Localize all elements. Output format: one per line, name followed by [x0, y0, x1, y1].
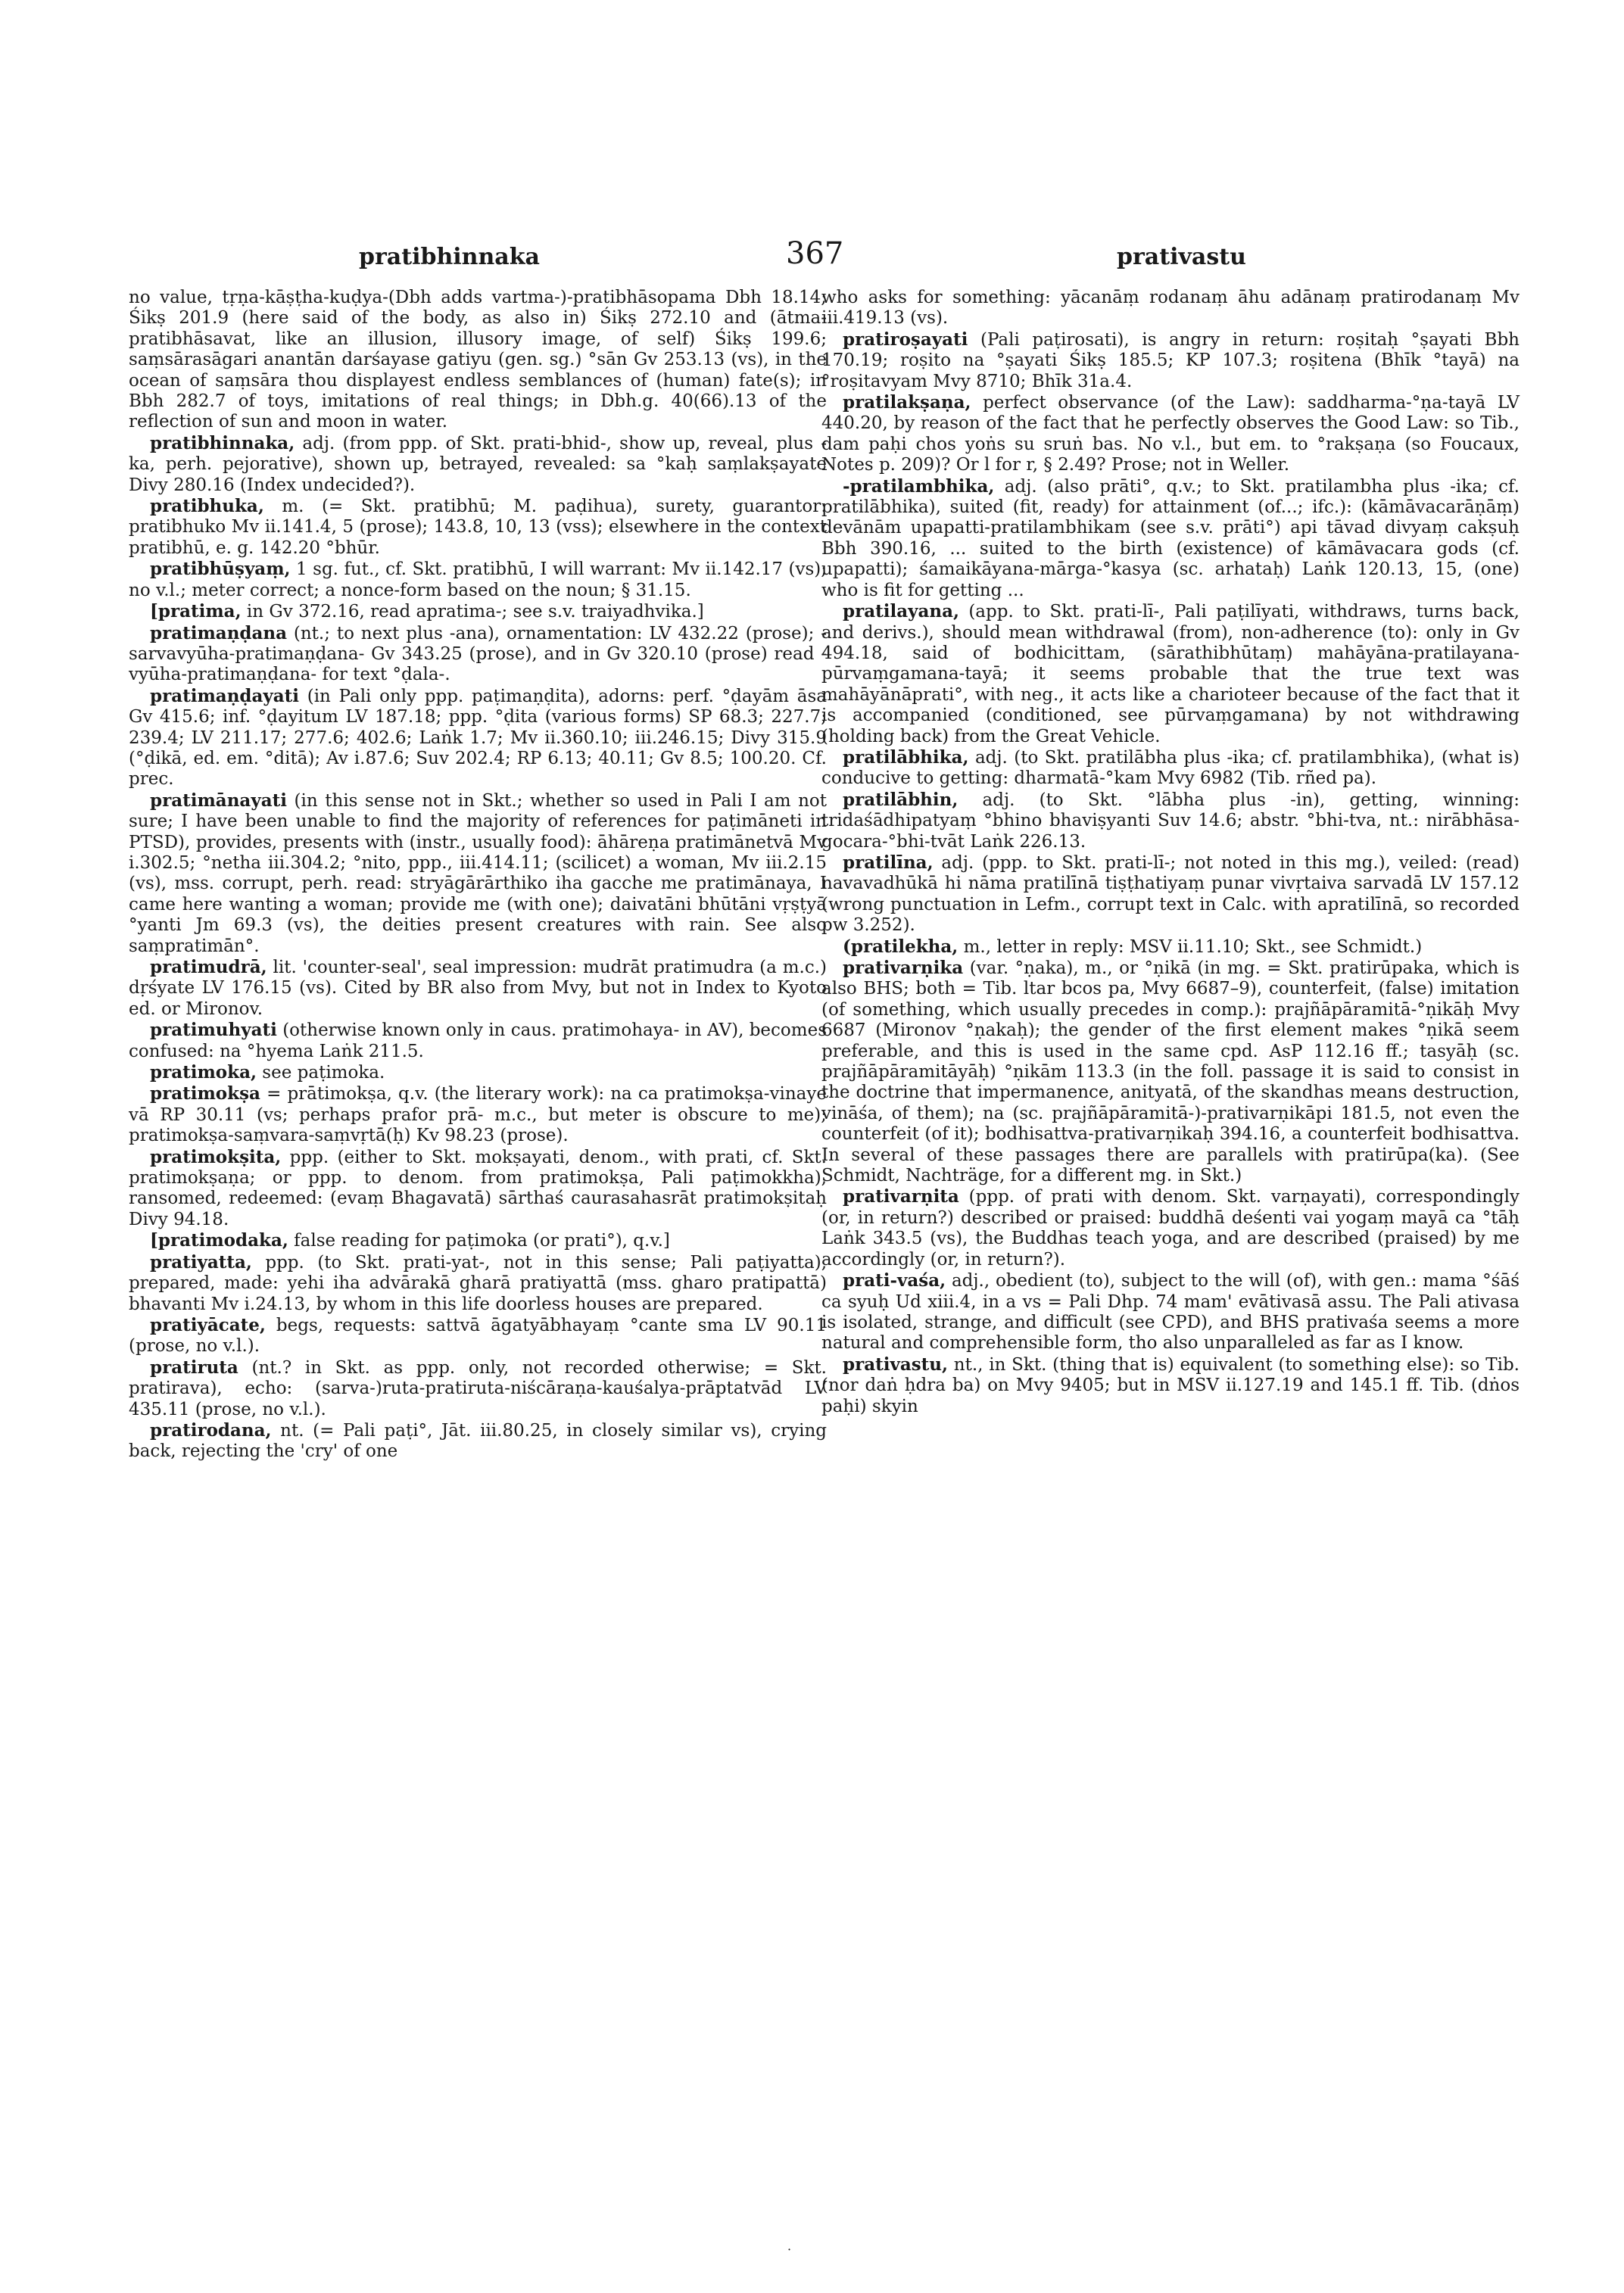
headword: prativastu,: [843, 1354, 949, 1375]
headword: pratiyācate,: [150, 1314, 266, 1335]
dictionary-entry: [821, 747, 1520, 790]
dictionary-entry: [821, 790, 1520, 852]
headword: prativarṇika: [843, 958, 964, 978]
dictionary-entry: [129, 790, 827, 957]
running-head-left: pratibhinnaka: [359, 244, 540, 270]
entry-text: perfect observance (of the Law): saddharma-°ṇa-tayā LV 440.20, by reason of the fact that he perfectly observes the Good Law: so Tib., dam paḥi chos yoṅs su sruṅ bas. No v.l., but em. to °rakṣaṇa (so Foucaux, Notes p. 209)? Or l for r, § 2.49? Prose; not in Weller.: [821, 393, 1520, 475]
dictionary-entry: [821, 1354, 1520, 1417]
headword: (pratilekha,: [843, 936, 959, 957]
footer-mark: ·: [787, 2242, 792, 2257]
headword: [pratima,: [150, 601, 242, 622]
headword: pratimaṇḍana: [150, 622, 288, 643]
entry-text: adj. (ppp. to Skt. prati-lī-; not noted in this mg.), veiled: (read) navavadhūkā hi nāma pratilīnā tiṣṭhatiyaṃ punar vivṛtaiva sarvadā LV 157.12 (wrong punctuation in Lefm., corrupt text in Calc. with apratilīnā, so recorded pw 3.252).: [821, 852, 1520, 936]
dictionary-entry: [129, 1083, 827, 1146]
headword: pratimaṇḍayati: [150, 685, 300, 706]
entry-text: nt. (= Pali paṭi°, Jāt. iii.80.25, in closely similar vs), crying back, rejecting the 'cry' of one: [129, 1420, 827, 1462]
headword: pratimudrā,: [150, 957, 267, 977]
headword: pratilābhika,: [843, 746, 969, 768]
dictionary-entry: [129, 559, 827, 601]
entry-text: m. (= Skt. pratibhū; M. paḍihua), surety, guarantor: pratibhuko Mv ii.141.4, 5 (prose); 143.8, 10, 13 (vss); elsewhere in the context pratibhū, e. g. 142.20 °bhūr.: [129, 497, 827, 558]
dictionary-entry: [129, 1230, 827, 1251]
dictionary-entry: [129, 1062, 827, 1083]
headword: pratibhūṣyaṃ,: [150, 559, 291, 580]
right-column: [821, 288, 1520, 1417]
headword: prativarṇita: [843, 1186, 959, 1207]
headword: pratilīna,: [843, 852, 934, 873]
headword: pratimokṣita,: [150, 1146, 282, 1167]
entry-text: (ppp. of prati with denom. Skt. varṇayati), correspondingly (or, in return?) described or praised: buddhā deśenti vai yogaṃ mayā ca °tāḥ Laṅk 343.5 (vs), the Buddhas teach yoga, and are described (praised) by me accordingly (or, in return?).: [821, 1187, 1520, 1270]
entry-text: adj. (from ppp. of Skt. prati-bhid-, show up, reveal, plus -ka, perh. pejorative), shown up, betrayed, revealed: sa °kaḥ saṃlakṣayate Divy 280.16 (Index undecided?).: [129, 433, 827, 495]
dictionary-entry: [821, 852, 1520, 936]
left-column: [129, 288, 827, 1463]
entry-text: (nt.? in Skt. as ppp. only, not recorded otherwise; = Skt. pratirava), echo: (sarva-)ruta-pratiruta-niścāraṇa-kauśalya-prāptatvād LV 435.11 (prose, no v.l.).: [129, 1357, 827, 1419]
headword: pratiyatta,: [150, 1251, 252, 1273]
entry-text: (Pali paṭirosati), is angry in return: roṣitaḥ °ṣayati Bbh 170.19; roṣito na °ṣayati Śikṣ 185.5; KP 107.3; roṣitena (Bhīk °tayā) na °roṣitavyam Mvy 8710; Bhīk 31a.4.: [821, 329, 1520, 391]
entry-text: (app. to Skt. prati-lī-, Pali paṭilīyati, withdraws, turns back, and derivs.), should mean withdrawal (from), non-adherence (to): only in Gv 494.18, said of bodhicittam, (sārathibhūtaṃ) mahāyāna-pratilayana-pūrvaṃgamana-tayā; it seems probable that the true text was mahāyānāprati°, with neg., it acts like a charioteer because of the fact that it is accompanied (conditioned, see pūrvaṃgamana) by not withdrawing (holding back) from the Great Vehicle.: [821, 602, 1520, 746]
entry-text: false reading for paṭimoka (or prati°), q.v.]: [288, 1231, 670, 1251]
entry-text: adj. (to Skt. °lābha plus -in), getting, winning: tridaśādhipatyaṃ °bhino bhaviṣyanti Suv 14.6; abstr. °bhi-tva, nt.: nirābhāsa-gocara-°bhi-tvāt Laṅk 226.13.: [821, 790, 1520, 852]
headword: pratibhuka,: [150, 496, 264, 517]
headword: pratimuhyati: [150, 1020, 277, 1041]
entry-text: in Gv 372.16, read apratima-; see s.v. traiyadhvika.]: [241, 602, 704, 622]
dictionary-entry: [129, 496, 827, 559]
dictionary-entry: [821, 288, 1520, 329]
entry-text: (var. °ṇaka), m., or °ṇikā (in mg. = Skt. pratirūpaka, which is also BHS; both = Tib. ltar bcos pa, Mvy 6687–9), counterfeit, (false) imitation (of something, which usually precedes in comp.): prajñāpāramitā-°ṇikāḥ Mvy 6687 (Mironov °ṇakaḥ); the gender of the first element makes °ṇikā seem preferable, and this is used in the same cpd. AsP 112.16 ff.; tasyāḥ (sc. prajñāpāramitāyāḥ) °ṇikām 113.3 (in the foll. passage it is said to consist in the doctrine that impermanence, anityatā, of the skandhas means destruction, vināśa, of them); na (sc. prajñāpāramitā-)-prativarṇikāpi 181.5, not even the counterfeit (of it); bodhisattva-prativarṇikaḥ 394.16, a counterfeit bodhisattva. In several of these passages there are parallels with pratirūpa(ka). (See Schmidt, Nachträge, for a different mg. in Skt.): [821, 958, 1520, 1186]
dictionary-entry: [129, 288, 827, 433]
headword: pratiruta: [150, 1357, 238, 1378]
headword: [pratimodaka,: [150, 1230, 288, 1251]
page-number: 367: [786, 236, 844, 271]
entry-text: (in Pali only ppp. paṭimaṇḍita), adorns: perf. °ḍayām āsa Gv 415.6; inf. °ḍayitum LV 187.18; ppp. °ḍita (various forms) SP 68.3; 227.7; 239.4; LV 211.17; 277.6; 402.6; Laṅk 1.7; Mv ii.360.10; iii.246.15; Divy 315.9 (°ḍikā, ed. em. °ditā); Av i.87.6; Suv 202.4; RP 6.13; 40.11; Gv 8.5; 100.20. Cf. prec.: [129, 686, 827, 790]
dictionary-entry: [129, 957, 827, 1020]
headword: pratibhinnaka,: [150, 432, 295, 453]
headword: pratimānayati: [150, 790, 287, 811]
headword: pratilayana,: [843, 601, 960, 622]
dictionary-entry: [129, 1420, 827, 1463]
dictionary-entry: [821, 1270, 1520, 1354]
headword: prati-vaśa,: [843, 1270, 946, 1291]
entry-text: m., letter in reply: MSV ii.11.10; Skt., see Schmidt.): [958, 936, 1423, 957]
headword: pratimoka,: [150, 1062, 257, 1083]
running-head-right: prativastu: [1117, 244, 1246, 270]
dictionary-entry: [129, 1252, 827, 1315]
headword: pratirodana,: [150, 1419, 272, 1441]
entry-text: nt., in Skt. (thing that is) equivalent (to something else): so Tib. (nor daṅ ḥdra ba) on Mvy 9405; but in MSV ii.127.19 and 145.1 ff. Tib. (dṅos paḥi) skyin: [821, 1354, 1520, 1416]
headword: pratiroṣayati: [843, 329, 968, 350]
dictionary-entry: [821, 936, 1520, 958]
entry-text: no value, tṛṇa-kāṣṭha-kuḍya-(Dbh adds vartma-)-pratibhāsopama Dbh 18.14; Śikṣ 201.9 (here said of the body, as also in) Śikṣ 272.10 and (ātma-pratibhāsavat, like an illusion, illusory image, of self) Śikṣ 199.6; saṃsārasāgari anantān darśayase gatiyu (gen. sg.) °sān Gv 253.13 (vs), in the ocean of saṃsāra thou displayest endless semblances of (human) fate(s); in Bbh 282.7 of toys, imitations of real things; in Dbh.g. 40(66).13 of the reflection of sun and moon in water.: [129, 288, 827, 432]
headword: -pratilambhika,: [843, 475, 995, 497]
dictionary-entry: [129, 433, 827, 496]
entry-text: adj. (to Skt. pratilābha plus -ika; cf. pratilambhika), (what is) conducive to getting: dharmatā-°kam Mvy 6982 (Tib. rñed pa).: [821, 747, 1520, 789]
dictionary-entry: [821, 1186, 1520, 1270]
headword: pratilakṣaṇa,: [843, 392, 971, 413]
headword: pratimokṣa: [150, 1083, 260, 1104]
entry-text: ppp. (either to Skt. mokṣayati, denom., with prati, cf. Skt. pratimokṣaṇa; or ppp. to denom. from pratimokṣa, Pali paṭimokkha), ransomed, redeemed: (evaṃ Bhagavatā) sārthaś caurasahasrāt pratimokṣitaḥ Divy 94.18.: [129, 1147, 827, 1229]
entry-text: adj., obedient (to), subject to the will (of), with gen.: mama °śāś ca syuḥ Ud xiii.4, in a vs = Pali Dhp. 74 mam' evātivasā assu. The Pali ativasa is isolated, strange, and difficult (see CPD), and BHS prativaśa seems a more natural and comprehensible form, tho also unparalleled as far as I know.: [821, 1271, 1520, 1354]
dictionary-entry: [129, 1020, 827, 1062]
dictionary-entry: [129, 1147, 827, 1231]
entry-text: (otherwise known only in caus. pratimohaya- in AV), becomes confused: na °hyema Laṅk 211.5.: [129, 1020, 827, 1061]
entry-text: lit. 'counter-seal', seal impression: mudrāt pratimudra (a m.c.) dṛśyate LV 176.15 (vs). Cited by BR also from Mvy, but not in Index to Kyoto ed. or Mironov.: [129, 958, 827, 1019]
dictionary-entry: [129, 1357, 827, 1420]
dictionary-entry: [129, 686, 827, 790]
entry-text: 1 sg. fut., cf. Skt. pratibhū, I will warrant: Mv ii.142.17 (vs); no v.l.; meter correct; a nonce-form based on the noun; § 31.15.: [129, 559, 827, 600]
entry-text: = prātimokṣa, q.v. (the literary work): na ca pratimokṣa-vinaye vā RP 30.11 (vs; perhaps prafor prā- m.c., but meter is obscure to me); pratimokṣa-saṃvara-saṃvṛtā(ḥ) Kv 98.23 (prose).: [129, 1084, 827, 1146]
entry-text: who asks for something: yācanāṃ rodanaṃ āhu adānaṃ pratirodanaṃ Mv iii.419.13 (vs).: [821, 288, 1520, 329]
dictionary-entry: [821, 601, 1520, 747]
entry-text: see paṭimoka.: [257, 1063, 385, 1083]
entry-text: (in this sense not in Skt.; whether so used in Pali I am not sure; I have been unable to find the majority of references for paṭimāneti in PTSD), provides, presents with (instr., usually food): āhāreṇa pratimānetvā Mv i.302.5; °netha iii.304.2; °nito, ppp., iii.414.11; (scilicet) a woman, Mv iii.2.15 (vs), mss. corrupt, perh. read: stryāgārārthiko iha gacche me pratimānaya, I came here wanting a woman; provide me (with one); daivatāni bhūtāni vṛṣṭyā °yanti Jm 69.3 (vs), the deities present creatures with rain. See also saṃpratimān°.: [129, 790, 827, 956]
entry-text: ppp. (to Skt. prati-yat-, not in this sense; Pali paṭiyatta), prepared, made: yehi iha advārakā gharā pratiyattā (mss. gharo pratipattā) bhavanti Mv i.24.13, by whom in this life doorless houses are prepared.: [129, 1252, 827, 1314]
entry-text: adj. (also prāti°, q.v.; to Skt. pratilambha plus -ika; cf. pratilābhika), suited (fit, ready) for attainment (of...; ifc.): (kāmāvacarāṇāṃ) devānām upapatti-pratilambhikam (see s.v. prāti°) api tāvad divyaṃ cakṣuḥ Bbh 390.16, ... suited to the birth (existence) of kāmāvacara gods (cf. upapatti); śamaikāyana-mārga-°kasya (sc. arhataḥ) Laṅk 120.13, 15, (one) who is fit for getting ...: [821, 476, 1520, 600]
dictionary-entry: [821, 329, 1520, 392]
dictionary-entry: [129, 623, 827, 686]
headword: pratilābhin,: [843, 789, 959, 810]
dictionary-entry: [129, 1315, 827, 1357]
dictionary-entry: [821, 958, 1520, 1186]
dictionary-entry: [821, 476, 1520, 601]
entry-text: (nt.; to next plus -ana), ornamentation: LV 432.22 (prose); -sarvavyūha-pratimaṇḍana- Gv 343.25 (prose), and in Gv 320.10 (prose) read -vyūha-pratimaṇḍana- for text °ḍala-.: [129, 623, 827, 685]
entry-text: begs, requests: sattvā āgatyābhayaṃ °cante sma LV 90.11 (prose, no v.l.).: [129, 1315, 827, 1357]
dictionary-entry: [129, 601, 827, 622]
dictionary-entry: [821, 392, 1520, 476]
